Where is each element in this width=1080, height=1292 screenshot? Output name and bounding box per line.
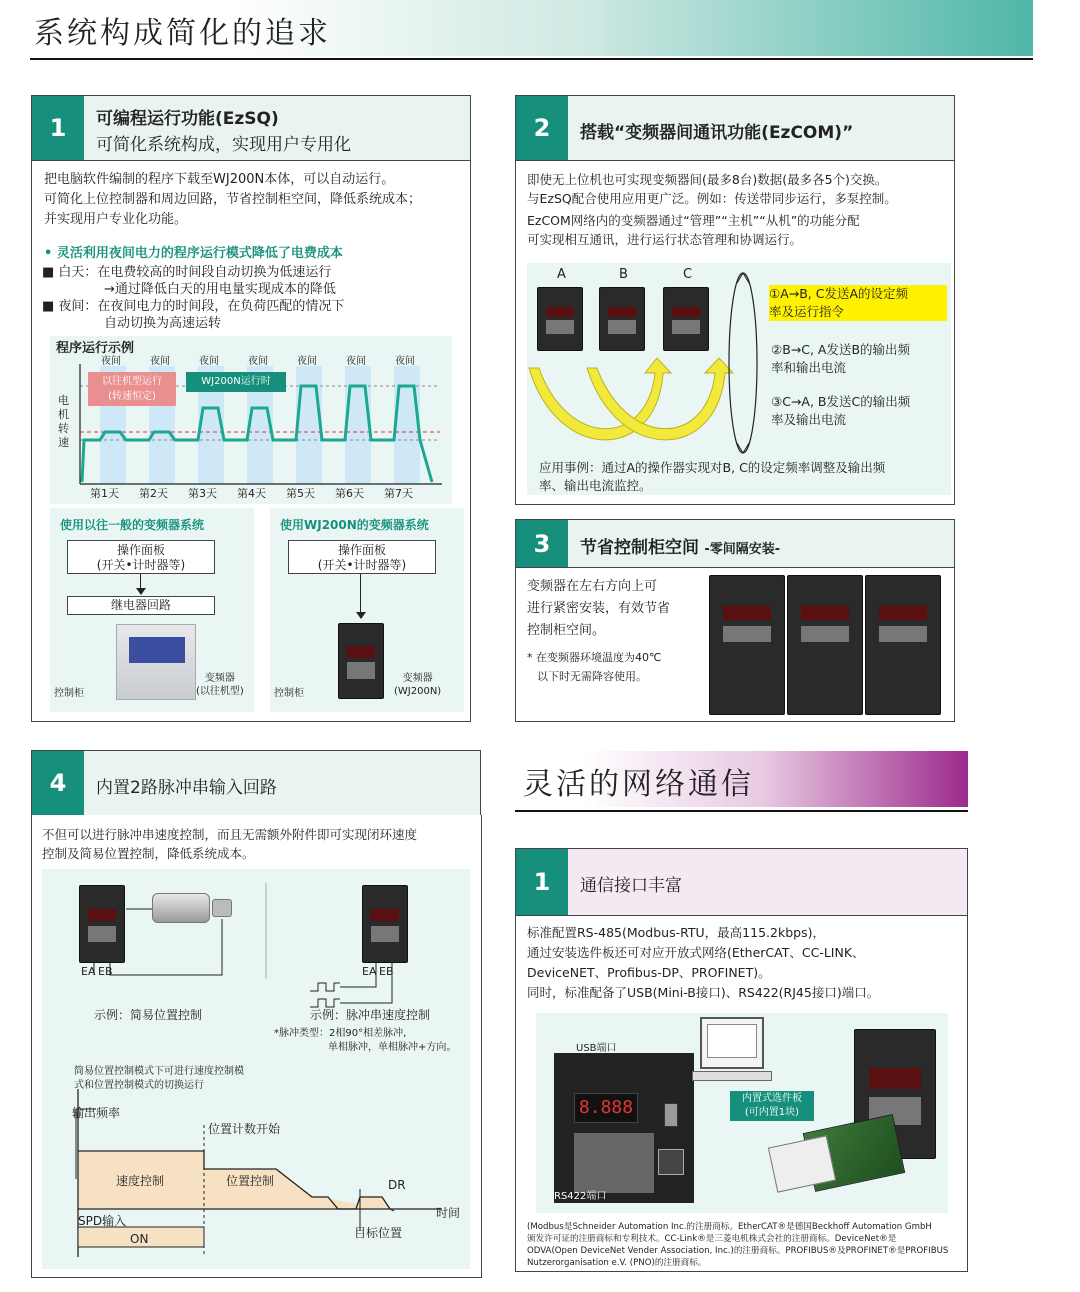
ylabel-char: 电 (58, 394, 69, 407)
night-text-2: 自动切换为高速运转 (104, 316, 222, 331)
relay-circuit: 继电器回路 (67, 596, 215, 615)
night-label: 夜间 (346, 356, 366, 367)
speed-control-label: 速度控制 (116, 1174, 165, 1188)
step2-line2: 率和输出电流 (771, 360, 847, 375)
label-a: A (557, 267, 566, 282)
new-system-panel (270, 508, 464, 712)
label-b: B (619, 267, 628, 282)
pulse-type (274, 1027, 456, 1055)
step3-line1: ③C→A, B发送C的输出频 (771, 394, 911, 409)
trademark-line: 颁发许可证的注册商标和专利技术。CC-Link®是三菱电机株式会社的注册商标。DeviceNet®是 (527, 1234, 897, 1244)
s2-body-line: 即使无上位机也可实现变频器间(最多8台)数据(最多各5个)交换。 (527, 172, 888, 187)
operation-panel-old (67, 540, 215, 574)
network-header (515, 751, 968, 807)
on-label: ON (130, 1232, 149, 1246)
example-line2: 率、输出电流监控。 (539, 478, 652, 493)
section-3-number: 3 (516, 520, 568, 567)
section-2-body (527, 170, 952, 249)
page-title: 系统构成简化的追求 (34, 16, 331, 51)
inv-old-2: (以往机型) (196, 686, 244, 697)
section-1-title2: 可简化系统构成，实现用户专用化 (96, 135, 351, 155)
trademark-line: (Modbus是Schneider Automation Inc.的注册商标。EtherCAT®是德国Beckhoff Automation GmbH (527, 1222, 932, 1232)
day-label: 第5天 (286, 487, 315, 500)
usb-port-icon (664, 1103, 678, 1127)
dr-label: DR (388, 1178, 406, 1192)
night-label: 夜间 (150, 356, 170, 367)
day-text: 在电费较高的时间段自动切换为低速运行 (97, 265, 332, 280)
old-inverter-panel (129, 637, 185, 663)
rs422-port-label: RS422端口 (554, 1191, 607, 1202)
network-titlebar (516, 849, 967, 916)
panel-label: 操作面板 (116, 543, 165, 557)
section-2-titlebar (516, 96, 954, 161)
s3-title-text: 节省控制柜空间 (580, 538, 699, 558)
section-3-body (527, 576, 670, 642)
inverter-speed (362, 885, 408, 963)
network-header-rule (515, 810, 968, 812)
network-title: 灵活的网络通信 (523, 767, 754, 802)
ezcom-diagram (527, 263, 951, 495)
night-label: ■ 夜间： (42, 299, 98, 314)
callout-old-line2: (转速恒定) (108, 391, 156, 402)
section-1-body (44, 170, 464, 230)
step1-line2: 率及运行指令 (769, 304, 845, 319)
output-frequency-label: 输出频率 (72, 1106, 121, 1120)
step2-line1: ②B→C, A发送B的输出频 (771, 342, 911, 357)
usb-port-label: USB端口 (576, 1043, 617, 1054)
s2-body-line: 与EzSQ配合使用应用更广泛。例如：传送带同步运行，多泵控制。 (527, 191, 897, 206)
s1-bullet: • 灵活利用夜间电力的程序运行模式降低了电费成本 (44, 246, 343, 261)
day-label: ■ 白天： (42, 265, 98, 280)
pc-monitor-icon (700, 1017, 764, 1069)
step-1-highlight (769, 285, 947, 321)
closeup-keypad (574, 1133, 654, 1193)
s3-body-line: 变频器在左右方向上可 (527, 579, 658, 594)
step-2 (771, 341, 910, 377)
s3-note-line1: * 在变频器环境温度为40℃ (527, 651, 662, 664)
mode-line1: 简易位置控制模式下可进行速度控制模 (74, 1066, 244, 1077)
eb-label-1: EB (98, 965, 113, 978)
old-system-panel (50, 508, 254, 712)
mode-line2: 式和位置控制模式的切换运行 (74, 1080, 204, 1091)
section-4-body (42, 825, 478, 863)
section-2-title: 搭载“变频器间通讯功能(EzCOM)” (580, 123, 854, 143)
step3-line2: 率及输出电流 (771, 412, 847, 427)
section-1-titlebar (32, 96, 470, 161)
day-text-2: →通过降低白天的用电量实现成本的降低 (104, 282, 336, 297)
option-line1: 内置式选件板 (742, 1093, 802, 1104)
day-label: 第2天 (139, 487, 168, 500)
wj200n-inverter-image (338, 623, 384, 699)
program-chart (50, 336, 452, 504)
ylabel-char: 转 (58, 422, 69, 435)
section-3-title (580, 533, 780, 558)
arrow-head-icon (356, 612, 366, 619)
s1-body-line: 并实现用户专业化功能。 (44, 212, 188, 227)
mode-switch-note (74, 1065, 244, 1093)
cabinet-label: 控制柜 (54, 688, 84, 699)
s2-body-line: 可实现相互通讯，进行运行状态管理和协调运行。 (527, 232, 803, 247)
s4-body-line: 不但可以进行脉冲串速度控制，而且无需额外附件即可实现闭环速度 (42, 827, 418, 842)
section-4-title: 内置2路脉冲串输入回路 (96, 778, 277, 798)
s3-body-line: 进行紧密安装，有效节省 (527, 601, 671, 616)
display-readout: 8.888 (578, 1097, 634, 1118)
inv-old-1: 变频器 (204, 673, 235, 684)
panel-label: 操作面板 (337, 543, 386, 557)
section-3 (515, 519, 955, 722)
network-section-title: 通信接口丰富 (580, 876, 682, 896)
position-control-label: 位置控制 (226, 1174, 275, 1188)
application-example (539, 459, 949, 495)
callout-old (88, 372, 176, 406)
ptype-line1: *脉冲类型：2相90°相差脉冲, (274, 1028, 407, 1039)
old-inverter-label (196, 672, 244, 698)
s2-body-line: EzCOM网络内的变频器通过“管理”“主机”“从机”的功能分配 (527, 213, 860, 228)
day-label: 第3天 (188, 487, 217, 500)
inverter-side-3 (865, 575, 941, 715)
inverter-closeup (554, 1053, 694, 1203)
step1-line1: ①A→B, C发送A的设定频 (769, 286, 909, 301)
cabinet-label: 控制柜 (274, 688, 304, 699)
section-1 (31, 95, 471, 722)
old-system-title: 使用以往一般的变频器系统 (60, 518, 205, 532)
eb-label-2: EB (379, 965, 394, 978)
section-4-number: 4 (32, 751, 84, 815)
target-position-label: 目标位置 (354, 1226, 403, 1240)
ylabel-char: 机 (58, 408, 69, 421)
pc-screen (707, 1024, 757, 1058)
s1-body-line: 可简化上位控制器和周边回路，节省控制柜空间，降低系统成本； (44, 192, 422, 207)
night-label: 夜间 (199, 356, 219, 367)
section-2 (515, 95, 955, 505)
example-position: 示例：简易位置控制 (94, 1008, 203, 1022)
section-2-number: 2 (516, 96, 568, 160)
s4-body-line: 控制及简易位置控制，降低系统成本。 (42, 846, 255, 861)
network-number: 1 (516, 849, 568, 915)
s1-day-night (42, 264, 462, 332)
page-header (30, 0, 1033, 56)
header-rule (30, 58, 1033, 60)
section-4 (31, 815, 482, 1278)
new-inverter-label (394, 672, 441, 698)
callout-new: WJ200N运行时 (186, 372, 286, 392)
option-board-callout (730, 1091, 814, 1121)
chart-title: 程序运行示例 (56, 341, 135, 356)
s3-subtitle-text: -零间隔安装- (704, 542, 781, 557)
s1-body-line: 把电脑软件编制的程序下载至WJ200N本体，可以自动运行。 (44, 172, 395, 187)
net-body-line: DeviceNET、Profibus-DP、PROFINET)。 (527, 965, 771, 980)
new-system-title: 使用WJ200N的变频器系统 (280, 518, 429, 532)
day-label: 第7天 (384, 487, 413, 500)
day-label: 第1天 (90, 487, 119, 500)
pc-base-icon (692, 1071, 772, 1081)
trademark-line: Nutzerorganisation e.V. (PNO)的注册商标。 (527, 1258, 707, 1268)
position-count-label: 位置计数开始 (208, 1122, 281, 1136)
arrow-down-icon (360, 574, 361, 614)
closeup-display (574, 1093, 638, 1123)
operation-panel-new (288, 540, 436, 574)
night-label: 夜间 (395, 356, 415, 367)
network-section-1 (515, 848, 968, 1272)
ea-label-1: EA (81, 965, 96, 978)
inverter-side-1 (709, 575, 785, 715)
night-label: 夜间 (248, 356, 268, 367)
spd-input-label: SPD输入 (78, 1214, 127, 1228)
example-speed: 示例：脉冲串速度控制 (310, 1008, 431, 1022)
inverter-side-2 (787, 575, 863, 715)
example-line1: 应用事例：通过A的操作器实现对B, C的设定频率调整及输出频 (539, 460, 886, 475)
callout-old-line1: 以往机型运行 (102, 376, 162, 387)
section-1-number: 1 (32, 96, 84, 160)
old-inverter-image (116, 624, 196, 700)
time-label: 时间 (436, 1206, 461, 1220)
s3-note-line2: 以下时无需降容使用。 (537, 670, 647, 683)
section-4-titlebar (31, 750, 481, 816)
inv-new-2: (WJ200N) (394, 686, 442, 697)
day-label: 第6天 (335, 487, 364, 500)
net-body-line: 同时，标准配备了USB(Mini-B接口)、RS422(RJ45接口)端口。 (527, 985, 880, 1000)
s3-body-line: 控制柜空间。 (527, 623, 606, 638)
network-body (527, 923, 963, 1003)
pulse-diagram (42, 869, 470, 1269)
label-c: C (683, 267, 693, 282)
option-line2: (可内置1块) (744, 1107, 800, 1118)
ptype-line2: 单相脉冲，单相脉冲+方向。 (328, 1042, 457, 1053)
ylabel-char: 速 (58, 436, 69, 449)
night-text: 在夜间电力的时间段，在负荷匹配的情况下 (97, 299, 345, 314)
trademark-line: ODVA(Open DeviceNet Vender Association, Inc.)的注册商标。PROFIBUS®及PROFINET®是PROFIBUS (527, 1246, 949, 1256)
panel-label2: (开关•计时器等) (96, 558, 186, 572)
net-body-line: 标准配置RS-485(Modbus-RTU，最高115.2kbps)， (527, 925, 825, 940)
arrow-head-icon (136, 588, 146, 595)
trademark-note (527, 1221, 963, 1269)
section-3-titlebar (516, 520, 954, 568)
port-diagram (536, 1013, 948, 1213)
panel-label2: (开关•计时器等) (317, 558, 407, 572)
net-body-line: 通过安装选件板还可对应开放式网络(EtherCAT、CC-LINK、 (527, 945, 865, 960)
day-label: 第4天 (237, 487, 266, 500)
section-1-title1: 可编程运行功能(EzSQ) (96, 109, 279, 129)
section-3-note (527, 648, 661, 686)
rj45-port-icon (658, 1149, 684, 1175)
ea-label-2: EA (362, 965, 377, 978)
night-label: 夜间 (101, 356, 121, 367)
inv-new-1: 变频器 (402, 673, 433, 684)
step-3 (771, 393, 910, 429)
night-label: 夜间 (297, 356, 317, 367)
